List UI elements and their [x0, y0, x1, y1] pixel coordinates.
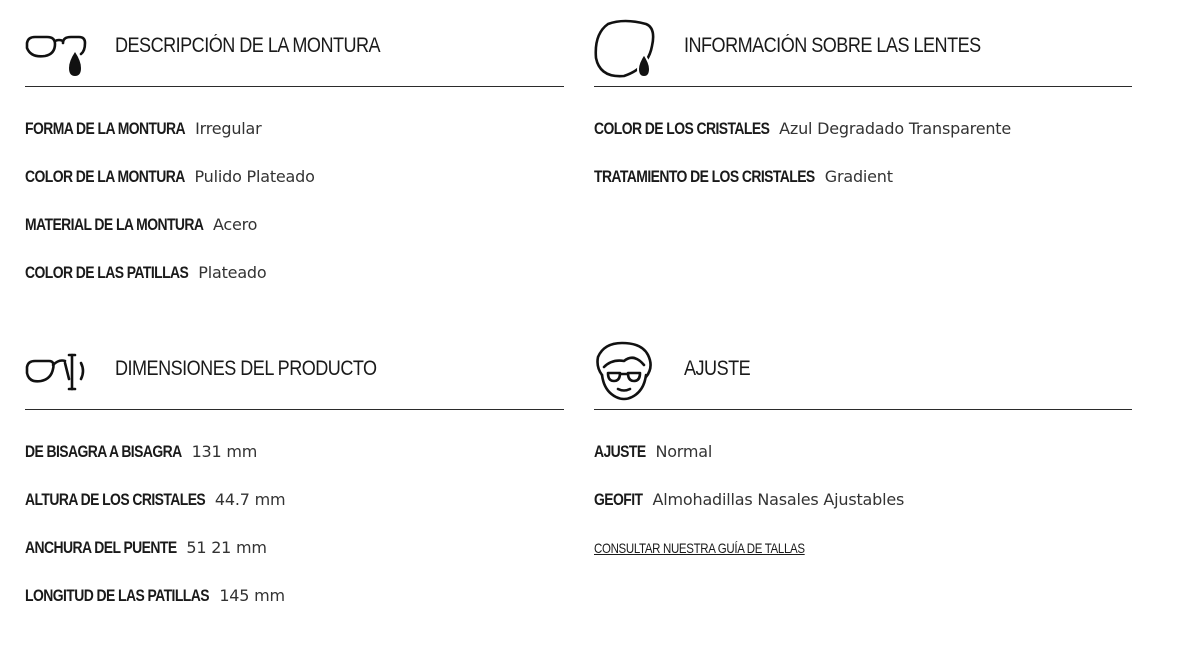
fit-value: Normal	[655, 442, 713, 461]
product-dimensions-section	[25, 337, 564, 634]
frame-color-row	[25, 167, 564, 215]
lens-color-row	[594, 119, 1132, 167]
lens-info-title: INFORMACIÓN SOBRE LAS LENTES	[684, 34, 981, 57]
temple-length-label: LONGITUD DE LAS PATILLAS	[25, 586, 209, 605]
fit-header	[594, 337, 1132, 410]
size-guide-link[interactable]: CONSULTAR NUESTRA GUÍA DE TALLAS	[594, 540, 805, 556]
frame-description-section	[25, 14, 564, 311]
lens-drop-icon	[594, 16, 658, 80]
lens-info-header	[594, 14, 1132, 87]
temple-color-row	[25, 263, 564, 311]
lens-color-label: COLOR DE LOS CRISTALES	[594, 119, 770, 138]
lens-color-value: Azul Degradado Transparente	[779, 119, 1012, 138]
bridge-width-value: 51 21 mm	[186, 538, 267, 557]
temple-color-value: Plateado	[198, 263, 267, 282]
fit-title: AJUSTE	[684, 357, 751, 380]
temple-color-label: COLOR DE LAS PATILLAS	[25, 263, 189, 282]
lens-info-section	[594, 14, 1132, 215]
temple-length-value: 145 mm	[219, 586, 285, 605]
frame-shape-value: Irregular	[195, 119, 262, 138]
frame-attributes-list	[25, 87, 564, 311]
geofit-row	[594, 490, 1132, 538]
fit-attributes-list	[594, 410, 1132, 586]
geofit-label: GEOFIT	[594, 490, 643, 509]
geofit-value: Almohadillas Nasales Ajustables	[652, 490, 905, 509]
frame-description-title: DESCRIPCIÓN DE LA MONTURA	[115, 34, 381, 57]
bridge-width-row	[25, 538, 564, 586]
hinge-to-hinge-row	[25, 442, 564, 490]
lens-height-value: 44.7 mm	[214, 490, 286, 509]
frame-material-value: Acero	[212, 215, 258, 234]
lens-height-label: ALTURA DE LOS CRISTALES	[25, 490, 206, 509]
product-dimensions-title: DIMENSIONES DEL PRODUCTO	[115, 357, 377, 380]
dimensions-list	[25, 410, 564, 634]
glasses-measure-icon	[25, 339, 89, 403]
temple-length-row	[25, 586, 564, 634]
sunglasses-drop-icon	[25, 16, 89, 80]
frame-shape-row	[25, 119, 564, 167]
frame-color-label: COLOR DE LA MONTURA	[25, 167, 185, 186]
fit-section	[594, 337, 1132, 586]
frame-material-row	[25, 215, 564, 263]
hinge-to-hinge-label: DE BISAGRA A BISAGRA	[25, 442, 182, 461]
bridge-width-label: ANCHURA DEL PUENTE	[25, 538, 177, 557]
frame-description-header	[25, 14, 564, 87]
fit-label: AJUSTE	[594, 442, 646, 461]
hinge-to-hinge-value: 131 mm	[191, 442, 258, 461]
lens-attributes-list	[594, 87, 1132, 215]
fit-row	[594, 442, 1132, 490]
lens-height-row	[25, 490, 564, 538]
lens-treatment-row	[594, 167, 1132, 215]
face-with-glasses-icon	[594, 339, 658, 403]
lens-treatment-value: Gradient	[824, 167, 893, 186]
size-guide-row	[594, 538, 1132, 586]
lens-treatment-label: TRATAMIENTO DE LOS CRISTALES	[594, 167, 815, 186]
frame-shape-label: FORMA DE LA MONTURA	[25, 119, 185, 138]
product-dimensions-header	[25, 337, 564, 410]
frame-color-value: Pulido Plateado	[194, 167, 315, 186]
frame-material-label: MATERIAL DE LA MONTURA	[25, 215, 204, 234]
